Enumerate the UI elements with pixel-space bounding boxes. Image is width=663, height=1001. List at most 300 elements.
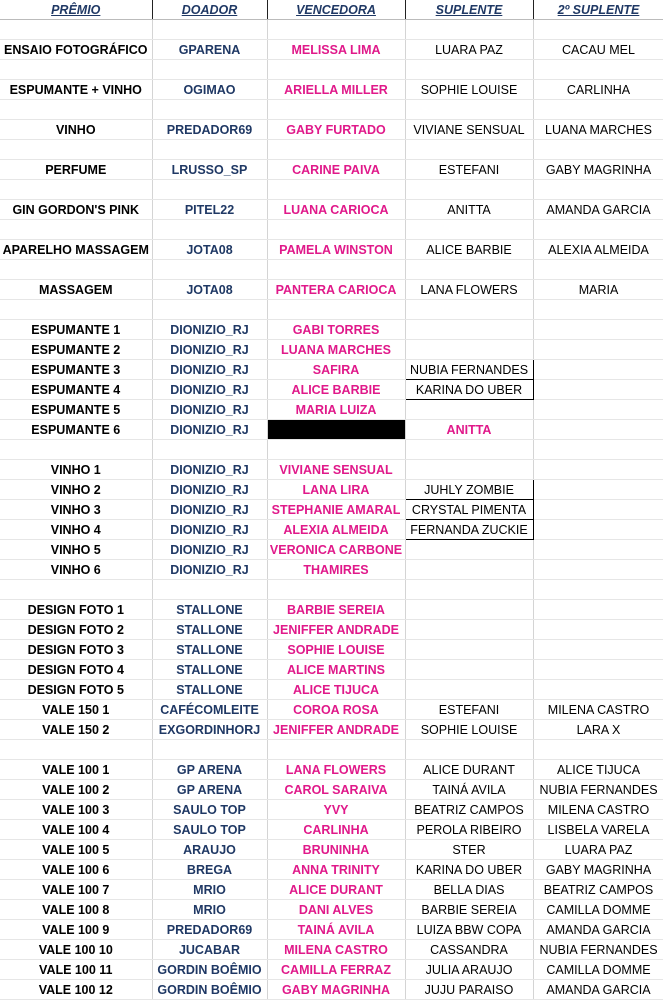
premio-cell[interactable]: DESIGN FOTO 1	[0, 600, 152, 620]
suplente-cell[interactable]: LUIZA BBW COPA	[405, 920, 533, 940]
vencedora-cell[interactable]	[267, 140, 405, 160]
header-segundo-suplente[interactable]: 2º SUPLENTE	[533, 0, 663, 20]
segundo-suplente-cell[interactable]	[533, 560, 663, 580]
suplente-cell[interactable]: BARBIE SEREIA	[405, 900, 533, 920]
doador-cell[interactable]: PREDADOR69	[152, 120, 267, 140]
table-row	[0, 720, 663, 740]
segundo-suplente-cell[interactable]: LUARA PAZ	[533, 840, 663, 860]
segundo-suplente-cell[interactable]: NUBIA FERNANDES	[533, 940, 663, 960]
doador-cell[interactable]: EXGORDINHORJ	[152, 720, 267, 740]
segundo-suplente-cell[interactable]	[533, 480, 663, 500]
suplente-cell[interactable]	[405, 180, 533, 200]
premio-cell[interactable]: ESPUMANTE 6	[0, 420, 152, 440]
suplente-cell[interactable]: JUJU PARAISO	[405, 980, 533, 1000]
premio-cell[interactable]: ESPUMANTE 5	[0, 400, 152, 420]
suplente-cell[interactable]: ALICE DURANT	[405, 760, 533, 780]
doador-cell[interactable]	[152, 580, 267, 600]
premio-cell[interactable]: VALE 100 3	[0, 800, 152, 820]
segundo-suplente-cell[interactable]	[533, 520, 663, 540]
table-row	[0, 400, 663, 420]
doador-cell[interactable]: LRUSSO_SP	[152, 160, 267, 180]
segundo-suplente-cell[interactable]	[533, 500, 663, 520]
vencedora-cell[interactable]: PANTERA CARIOCA	[267, 280, 405, 300]
table-row	[0, 840, 663, 860]
premio-cell[interactable]: VALE 100 11	[0, 960, 152, 980]
premio-cell[interactable]: VALE 100 1	[0, 760, 152, 780]
blank-row	[0, 20, 663, 40]
vencedora-cell[interactable]	[267, 300, 405, 320]
suplente-cell[interactable]	[405, 340, 533, 360]
table-row	[0, 420, 663, 440]
segundo-suplente-cell[interactable]	[533, 100, 663, 120]
segundo-suplente-cell[interactable]: CAMILLA DOMME	[533, 900, 663, 920]
table-row	[0, 200, 663, 220]
vencedora-cell[interactable]: ALEXIA ALMEIDA	[267, 520, 405, 540]
vencedora-cell[interactable]: ANNA TRINITY	[267, 860, 405, 880]
suplente-cell[interactable]	[405, 680, 533, 700]
table-row	[0, 380, 663, 400]
table-row	[0, 760, 663, 780]
suplente-cell[interactable]: STER	[405, 840, 533, 860]
vencedora-cell[interactable]: ALICE DURANT	[267, 880, 405, 900]
premio-cell[interactable]: VINHO 5	[0, 540, 152, 560]
doador-cell[interactable]	[152, 20, 267, 40]
premio-cell[interactable]: VALE 150 1	[0, 700, 152, 720]
doador-cell[interactable]	[152, 220, 267, 240]
vencedora-cell[interactable]: LANA LIRA	[267, 480, 405, 500]
premio-cell[interactable]: VINHO	[0, 120, 152, 140]
vencedora-cell[interactable]: GABY MAGRINHA	[267, 980, 405, 1000]
table-row	[0, 560, 663, 580]
table-row	[0, 540, 663, 560]
premio-cell[interactable]: VALE 100 12	[0, 980, 152, 1000]
suplente-cell[interactable]: ESTEFANI	[405, 160, 533, 180]
segundo-suplente-cell[interactable]	[533, 440, 663, 460]
doador-cell[interactable]	[152, 180, 267, 200]
segundo-suplente-cell[interactable]: MARIA	[533, 280, 663, 300]
premio-cell[interactable]: VALE 150 2	[0, 720, 152, 740]
segundo-suplente-cell[interactable]	[533, 420, 663, 440]
table-row	[0, 40, 663, 60]
suplente-cell[interactable]	[405, 540, 533, 560]
vencedora-cell[interactable]: COROA ROSA	[267, 700, 405, 720]
premio-cell[interactable]: ESPUMANTE 1	[0, 320, 152, 340]
segundo-suplente-cell[interactable]	[533, 220, 663, 240]
table-row	[0, 620, 663, 640]
premio-cell[interactable]	[0, 580, 152, 600]
vencedora-cell[interactable]: BRUNINHA	[267, 840, 405, 860]
segundo-suplente-cell[interactable]: AMANDA GARCIA	[533, 920, 663, 940]
premio-cell[interactable]: APARELHO MASSAGEM	[0, 240, 152, 260]
doador-cell[interactable]: DIONIZIO_RJ	[152, 340, 267, 360]
doador-cell[interactable]: DIONIZIO_RJ	[152, 500, 267, 520]
segundo-suplente-cell[interactable]	[533, 380, 663, 400]
doador-cell[interactable]: STALLONE	[152, 660, 267, 680]
vencedora-cell[interactable]	[267, 420, 405, 440]
vencedora-cell[interactable]	[267, 220, 405, 240]
doador-cell[interactable]: MRIO	[152, 880, 267, 900]
doador-cell[interactable]: DIONIZIO_RJ	[152, 480, 267, 500]
doador-cell[interactable]: DIONIZIO_RJ	[152, 420, 267, 440]
vencedora-cell[interactable]: STEPHANIE AMARAL	[267, 500, 405, 520]
segundo-suplente-cell[interactable]	[533, 600, 663, 620]
vencedora-cell[interactable]: VERONICA CARBONE	[267, 540, 405, 560]
table-row	[0, 600, 663, 620]
blank-row	[0, 180, 663, 200]
premio-cell[interactable]: MASSAGEM	[0, 280, 152, 300]
doador-cell[interactable]	[152, 260, 267, 280]
suplente-cell[interactable]: TAINÁ AVILA	[405, 780, 533, 800]
segundo-suplente-cell[interactable]: MILENA CASTRO	[533, 700, 663, 720]
segundo-suplente-cell[interactable]: CACAU MEL	[533, 40, 663, 60]
suplente-cell[interactable]	[405, 560, 533, 580]
vencedora-cell[interactable]: GABI TORRES	[267, 320, 405, 340]
vencedora-cell[interactable]	[267, 440, 405, 460]
vencedora-cell[interactable]: BARBIE SEREIA	[267, 600, 405, 620]
suplente-cell[interactable]	[405, 220, 533, 240]
suplente-cell[interactable]: ALICE BARBIE	[405, 240, 533, 260]
suplente-cell[interactable]: FERNANDA ZUCKIE	[405, 520, 533, 540]
doador-cell[interactable]: PREDADOR69	[152, 920, 267, 940]
table-row	[0, 920, 663, 940]
vencedora-cell[interactable]	[267, 260, 405, 280]
suplente-cell[interactable]	[405, 640, 533, 660]
premio-cell[interactable]: ESPUMANTE 4	[0, 380, 152, 400]
vencedora-cell[interactable]: ALICE BARBIE	[267, 380, 405, 400]
table-row	[0, 280, 663, 300]
suplente-cell[interactable]: ANITTA	[405, 420, 533, 440]
segundo-suplente-cell[interactable]: LUANA MARCHES	[533, 120, 663, 140]
table-row	[0, 500, 663, 520]
segundo-suplente-cell[interactable]	[533, 360, 663, 380]
doador-cell[interactable]: ARAUJO	[152, 840, 267, 860]
blank-row	[0, 260, 663, 280]
suplente-cell[interactable]: KARINA DO UBER	[405, 860, 533, 880]
doador-cell[interactable]	[152, 100, 267, 120]
blank-row	[0, 60, 663, 80]
blank-row	[0, 220, 663, 240]
premio-cell[interactable]: VINHO 6	[0, 560, 152, 580]
doador-cell[interactable]: DIONIZIO_RJ	[152, 380, 267, 400]
premio-cell[interactable]: VALE 100 10	[0, 940, 152, 960]
suplente-cell[interactable]	[405, 400, 533, 420]
premio-cell[interactable]: VALE 100 2	[0, 780, 152, 800]
vencedora-cell[interactable]: CARINE PAIVA	[267, 160, 405, 180]
doador-cell[interactable]: MRIO	[152, 900, 267, 920]
vencedora-cell[interactable]: CARLINHA	[267, 820, 405, 840]
premio-cell[interactable]: DESIGN FOTO 4	[0, 660, 152, 680]
vencedora-cell[interactable]	[267, 100, 405, 120]
table-row	[0, 160, 663, 180]
segundo-suplente-cell[interactable]: BEATRIZ CAMPOS	[533, 880, 663, 900]
segundo-suplente-cell[interactable]	[533, 580, 663, 600]
premio-cell[interactable]: ENSAIO FOTOGRÁFICO	[0, 40, 152, 60]
doador-cell[interactable]: JUCABAR	[152, 940, 267, 960]
suplente-cell[interactable]	[405, 320, 533, 340]
segundo-suplente-cell[interactable]: ALEXIA ALMEIDA	[533, 240, 663, 260]
segundo-suplente-cell[interactable]: LARA X	[533, 720, 663, 740]
table-row	[0, 240, 663, 260]
premio-cell[interactable]	[0, 300, 152, 320]
vencedora-cell[interactable]: MELISSA LIMA	[267, 40, 405, 60]
table-row	[0, 120, 663, 140]
vencedora-cell[interactable]	[267, 580, 405, 600]
premio-cell[interactable]	[0, 140, 152, 160]
segundo-suplente-cell[interactable]	[533, 20, 663, 40]
premio-cell[interactable]: VINHO 4	[0, 520, 152, 540]
doador-cell[interactable]	[152, 140, 267, 160]
vencedora-cell[interactable]: CAMILLA FERRAZ	[267, 960, 405, 980]
vencedora-cell[interactable]: ARIELLA MILLER	[267, 80, 405, 100]
vencedora-cell[interactable]: VIVIANE SENSUAL	[267, 460, 405, 480]
table-row	[0, 340, 663, 360]
premio-cell[interactable]	[0, 740, 152, 760]
suplente-cell[interactable]: JULIA ARAUJO	[405, 960, 533, 980]
premio-cell[interactable]	[0, 180, 152, 200]
suplente-cell[interactable]: CASSANDRA	[405, 940, 533, 960]
suplente-cell[interactable]	[405, 100, 533, 120]
suplente-cell[interactable]: SOPHIE LOUISE	[405, 720, 533, 740]
header-suplente[interactable]: SUPLENTE	[405, 0, 533, 20]
doador-cell[interactable]	[152, 740, 267, 760]
table-row	[0, 980, 663, 1000]
segundo-suplente-cell[interactable]	[533, 60, 663, 80]
segundo-suplente-cell[interactable]	[533, 140, 663, 160]
premio-cell[interactable]	[0, 260, 152, 280]
vencedora-cell[interactable]	[267, 180, 405, 200]
suplente-cell[interactable]	[405, 440, 533, 460]
suplente-cell[interactable]: SOPHIE LOUISE	[405, 80, 533, 100]
doador-cell[interactable]: JOTA08	[152, 240, 267, 260]
premio-cell[interactable]: PERFUME	[0, 160, 152, 180]
doador-cell[interactable]: JOTA08	[152, 280, 267, 300]
table-row	[0, 480, 663, 500]
premio-cell[interactable]: DESIGN FOTO 2	[0, 620, 152, 640]
suplente-cell[interactable]	[405, 300, 533, 320]
blank-row	[0, 140, 663, 160]
table-row	[0, 80, 663, 100]
vencedora-cell[interactable]: SOPHIE LOUISE	[267, 640, 405, 660]
doador-cell[interactable]: DIONIZIO_RJ	[152, 400, 267, 420]
doador-cell[interactable]: DIONIZIO_RJ	[152, 320, 267, 340]
segundo-suplente-cell[interactable]: CAMILLA DOMME	[533, 960, 663, 980]
vencedora-cell[interactable]: TAINÁ AVILA	[267, 920, 405, 940]
vencedora-cell[interactable]: GABY FURTADO	[267, 120, 405, 140]
blank-row	[0, 300, 663, 320]
premio-cell[interactable]: DESIGN FOTO 3	[0, 640, 152, 660]
premio-cell[interactable]: VINHO 2	[0, 480, 152, 500]
header-vencedora[interactable]: VENCEDORA	[267, 0, 405, 20]
suplente-cell[interactable]: ANITTA	[405, 200, 533, 220]
blank-row	[0, 580, 663, 600]
vencedora-cell[interactable]: DANI ALVES	[267, 900, 405, 920]
table-row	[0, 820, 663, 840]
vencedora-cell[interactable]: YVY	[267, 800, 405, 820]
table-row	[0, 960, 663, 980]
premio-cell[interactable]: ESPUMANTE + VINHO	[0, 80, 152, 100]
premio-cell[interactable]: VALE 100 8	[0, 900, 152, 920]
table-row	[0, 320, 663, 340]
vencedora-cell[interactable]: JENIFFER ANDRADE	[267, 720, 405, 740]
premio-cell[interactable]: GIN GORDON'S PINK	[0, 200, 152, 220]
doador-cell[interactable]: SAULO TOP	[152, 800, 267, 820]
segundo-suplente-cell[interactable]	[533, 620, 663, 640]
suplente-cell[interactable]: ESTEFANI	[405, 700, 533, 720]
doador-cell[interactable]: DIONIZIO_RJ	[152, 360, 267, 380]
suplente-cell[interactable]	[405, 600, 533, 620]
suplente-cell[interactable]	[405, 580, 533, 600]
suplente-cell[interactable]: BEATRIZ CAMPOS	[405, 800, 533, 820]
doador-cell[interactable]: STALLONE	[152, 620, 267, 640]
segundo-suplente-cell[interactable]: GABY MAGRINHA	[533, 160, 663, 180]
vencedora-cell[interactable]: THAMIRES	[267, 560, 405, 580]
table-row	[0, 800, 663, 820]
segundo-suplente-cell[interactable]	[533, 540, 663, 560]
suplente-cell[interactable]	[405, 260, 533, 280]
vencedora-cell[interactable]: JENIFFER ANDRADE	[267, 620, 405, 640]
segundo-suplente-cell[interactable]: AMANDA GARCIA	[533, 200, 663, 220]
premio-cell[interactable]	[0, 100, 152, 120]
table-row	[0, 940, 663, 960]
table-row	[0, 640, 663, 660]
table-row	[0, 360, 663, 380]
vencedora-cell[interactable]: LANA FLOWERS	[267, 760, 405, 780]
premio-cell[interactable]: VALE 100 7	[0, 880, 152, 900]
segundo-suplente-cell[interactable]	[533, 180, 663, 200]
suplente-cell[interactable]: PEROLA RIBEIRO	[405, 820, 533, 840]
premio-cell[interactable]: DESIGN FOTO 5	[0, 680, 152, 700]
vencedora-cell[interactable]: LUANA CARIOCA	[267, 200, 405, 220]
table-row	[0, 520, 663, 540]
premio-cell[interactable]: ESPUMANTE 2	[0, 340, 152, 360]
header-row	[0, 0, 663, 20]
segundo-suplente-cell[interactable]	[533, 340, 663, 360]
vencedora-cell[interactable]: LUANA MARCHES	[267, 340, 405, 360]
segundo-suplente-cell[interactable]	[533, 320, 663, 340]
segundo-suplente-cell[interactable]	[533, 740, 663, 760]
suplente-cell[interactable]: CRYSTAL PIMENTA	[405, 500, 533, 520]
vencedora-cell[interactable]: PAMELA WINSTON	[267, 240, 405, 260]
segundo-suplente-cell[interactable]: AMANDA GARCIA	[533, 980, 663, 1000]
table-row	[0, 460, 663, 480]
vencedora-cell[interactable]: ALICE TIJUCA	[267, 680, 405, 700]
suplente-cell[interactable]	[405, 140, 533, 160]
doador-cell[interactable]	[152, 440, 267, 460]
premio-cell[interactable]	[0, 60, 152, 80]
segundo-suplente-cell[interactable]: CARLINHA	[533, 80, 663, 100]
doador-cell[interactable]: GP ARENA	[152, 760, 267, 780]
table-row	[0, 780, 663, 800]
doador-cell[interactable]: BREGA	[152, 860, 267, 880]
table-row	[0, 860, 663, 880]
segundo-suplente-cell[interactable]: MILENA CASTRO	[533, 800, 663, 820]
segundo-suplente-cell[interactable]: NUBIA FERNANDES	[533, 780, 663, 800]
doador-cell[interactable]: GORDIN BOÊMIO	[152, 960, 267, 980]
suplente-cell[interactable]	[405, 460, 533, 480]
vencedora-cell[interactable]	[267, 740, 405, 760]
premio-cell[interactable]: VALE 100 9	[0, 920, 152, 940]
doador-cell[interactable]: DIONIZIO_RJ	[152, 540, 267, 560]
premio-cell[interactable]: VALE 100 4	[0, 820, 152, 840]
table-row	[0, 900, 663, 920]
table-row	[0, 680, 663, 700]
vencedora-cell[interactable]	[267, 60, 405, 80]
doador-cell[interactable]: STALLONE	[152, 680, 267, 700]
doador-cell[interactable]: STALLONE	[152, 600, 267, 620]
premio-cell[interactable]	[0, 220, 152, 240]
suplente-cell[interactable]: KARINA DO UBER	[405, 380, 533, 400]
doador-cell[interactable]: STALLONE	[152, 640, 267, 660]
suplente-cell[interactable]	[405, 740, 533, 760]
doador-cell[interactable]: GORDIN BOÊMIO	[152, 980, 267, 1000]
doador-cell[interactable]: DIONIZIO_RJ	[152, 520, 267, 540]
premio-cell[interactable]	[0, 440, 152, 460]
segundo-suplente-cell[interactable]: ALICE TIJUCA	[533, 760, 663, 780]
header-doador[interactable]: DOADOR	[152, 0, 267, 20]
doador-cell[interactable]: OGIMAO	[152, 80, 267, 100]
suplente-cell[interactable]: LUARA PAZ	[405, 40, 533, 60]
segundo-suplente-cell[interactable]	[533, 460, 663, 480]
doador-cell[interactable]: DIONIZIO_RJ	[152, 460, 267, 480]
vencedora-cell[interactable]: MARIA LUIZA	[267, 400, 405, 420]
segundo-suplente-cell[interactable]	[533, 640, 663, 660]
doador-cell[interactable]	[152, 60, 267, 80]
table-row	[0, 660, 663, 680]
vencedora-cell[interactable]: SAFIRA	[267, 360, 405, 380]
premio-cell[interactable]: VALE 100 5	[0, 840, 152, 860]
suplente-cell[interactable]: BELLA DIAS	[405, 880, 533, 900]
doador-cell[interactable]: GP ARENA	[152, 780, 267, 800]
vencedora-cell[interactable]: CAROL SARAIVA	[267, 780, 405, 800]
blank-row	[0, 740, 663, 760]
segundo-suplente-cell[interactable]	[533, 260, 663, 280]
doador-cell[interactable]: SAULO TOP	[152, 820, 267, 840]
suplente-cell[interactable]: JUHLY ZOMBIE	[405, 480, 533, 500]
doador-cell[interactable]: DIONIZIO_RJ	[152, 560, 267, 580]
segundo-suplente-cell[interactable]	[533, 400, 663, 420]
blank-row	[0, 440, 663, 460]
suplente-cell[interactable]	[405, 60, 533, 80]
premio-cell[interactable]: VINHO 3	[0, 500, 152, 520]
premio-cell[interactable]: ESPUMANTE 3	[0, 360, 152, 380]
premio-cell[interactable]: VINHO 1	[0, 460, 152, 480]
vencedora-cell[interactable]: MILENA CASTRO	[267, 940, 405, 960]
segundo-suplente-cell[interactable]: GABY MAGRINHA	[533, 860, 663, 880]
vencedora-cell[interactable]: ALICE MARTINS	[267, 660, 405, 680]
suplente-cell[interactable]: NUBIA FERNANDES	[405, 360, 533, 380]
segundo-suplente-cell[interactable]	[533, 660, 663, 680]
segundo-suplente-cell[interactable]	[533, 680, 663, 700]
suplente-cell[interactable]	[405, 620, 533, 640]
premio-cell[interactable]	[0, 20, 152, 40]
doador-cell[interactable]: GPARENA	[152, 40, 267, 60]
table-row	[0, 700, 663, 720]
suplente-cell[interactable]: LANA FLOWERS	[405, 280, 533, 300]
blank-row	[0, 100, 663, 120]
doador-cell[interactable]: PITEL22	[152, 200, 267, 220]
doador-cell[interactable]: CAFÉCOMLEITE	[152, 700, 267, 720]
header-premio[interactable]: PRÊMIO	[0, 0, 152, 20]
table-row	[0, 880, 663, 900]
segundo-suplente-cell[interactable]	[533, 300, 663, 320]
premio-cell[interactable]: VALE 100 6	[0, 860, 152, 880]
suplente-cell[interactable]: VIVIANE SENSUAL	[405, 120, 533, 140]
vencedora-cell[interactable]	[267, 20, 405, 40]
doador-cell[interactable]	[152, 300, 267, 320]
suplente-cell[interactable]	[405, 660, 533, 680]
suplente-cell[interactable]	[405, 20, 533, 40]
segundo-suplente-cell[interactable]: LISBELA VARELA	[533, 820, 663, 840]
